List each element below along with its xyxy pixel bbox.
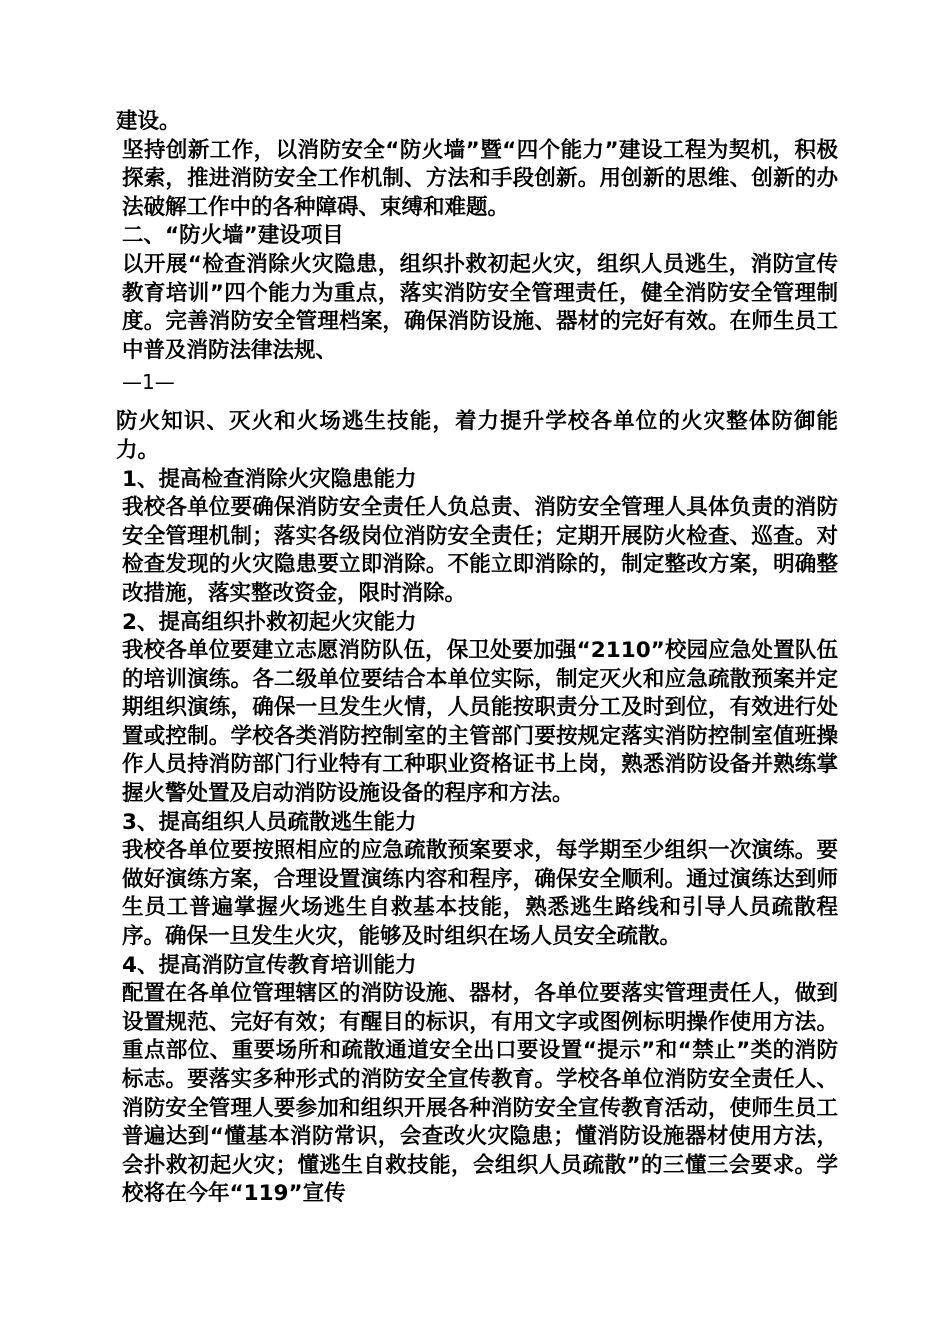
paragraph-initial-firefighting: 我校各单位要建立志愿消防队伍，保卫处要加强“2110”校园应急处置队伍的培训演练。各二级单位要结合本单位实际，制定灭火和应急疏散预案并定期组织演练，确保一旦发生火情，人员能按职责分工及时到位，有效进行处置或控制。学校各类消防控制室的主管部门要按规定落实消防控制室值班操作人员持消防部门行业特有工种职业资格证书上岗，熟悉消防设备并熟练掌握火警处置及启动消防设施设备的程序和方法。 [122,638,838,807]
subheading-initial-firefighting: 2、提高组织扑救初起火灾能力 [122,609,417,635]
document-body [116,108,838,1209]
section-heading-firewall-project: 二、“防火墙”建设项目 [122,223,344,249]
paragraph-education-training: 配置在各单位管理辖区的消防设施、器材，各单位要落实管理责任人，做到设置规范、完好有效；有醒目的标识，有用文字或图例标明操作使用方法。重点部位、重要场所和疏散通道安全出口要设置“提示”和“禁止”类的消防标志。要落实多种形式的消防安全宣传教育。学校各单位消防安全责任人、消防安全管理人要参加和组织开展各种消防安全宣传教育活动，使师生员工普遍达到“懂基本消防常识，会查改火灾隐患；懂消防设施器材使用方法，会扑救初起火灾；懂逃生自救技能，会组织人员疏散”的三懂三会要求。学校将在今年“119”宣传 [122,981,838,1207]
paragraph-inspect-hazards: 我校各单位要确保消防安全责任人负总责、消防安全管理人具体负责的消防安全管理机制；落实各级岗位消防安全责任；定期开展防火检查、巡查。对检查发现的火灾隐患要立即消除。不能立即消除的，制定整改方案，明确整改措施，落实整改资金，限时消除。 [122,495,838,606]
subheading-evacuation: 3、提高组织人员疏散逃生能力 [122,809,417,835]
paragraph-innovation: 坚持创新工作，以消防安全“防火墙”暨“四个能力”建设工程为契机，积极探索，推进消防安全工作机制、方法和手段创新。用创新的思维、创新的办法破解工作中的各种障碍、束缚和难题。 [122,137,838,220]
paragraph-fire-knowledge: 防火知识、灭火和火场逃生技能，着力提升学校各单位的火灾整体防御能力。 [116,409,838,463]
page-number: —1— [122,370,175,395]
subheading-inspect-hazards: 1、提高检查消除火灾隐患能力 [122,466,417,492]
paragraph-continuation: 建设。 [116,109,181,134]
paragraph-four-abilities: 以开展“检查消除火灾隐患，组织扑救初起火灾，组织人员逃生，消防宣传教育培训”四个能力为重点，落实消防安全管理责任，健全消防安全管理制度。完善消防安全管理档案，确保消防设施、器材的完好有效。在师生员工中普及消防法律法规、 [122,251,838,363]
subheading-education-training: 4、提高消防宣传教育培训能力 [122,952,417,978]
paragraph-evacuation: 我校各单位要按照相应的应急疏散预案要求，每学期至少组织一次演练。要做好演练方案，合理设置演练内容和程序，确保安全顺利。通过演练达到师生员工普遍掌握火场逃生自救基本技能，熟悉逃生路线和引导人员疏散程序。确保一旦发生火灾，能够及时组织在场人员安全疏散。 [122,838,838,950]
